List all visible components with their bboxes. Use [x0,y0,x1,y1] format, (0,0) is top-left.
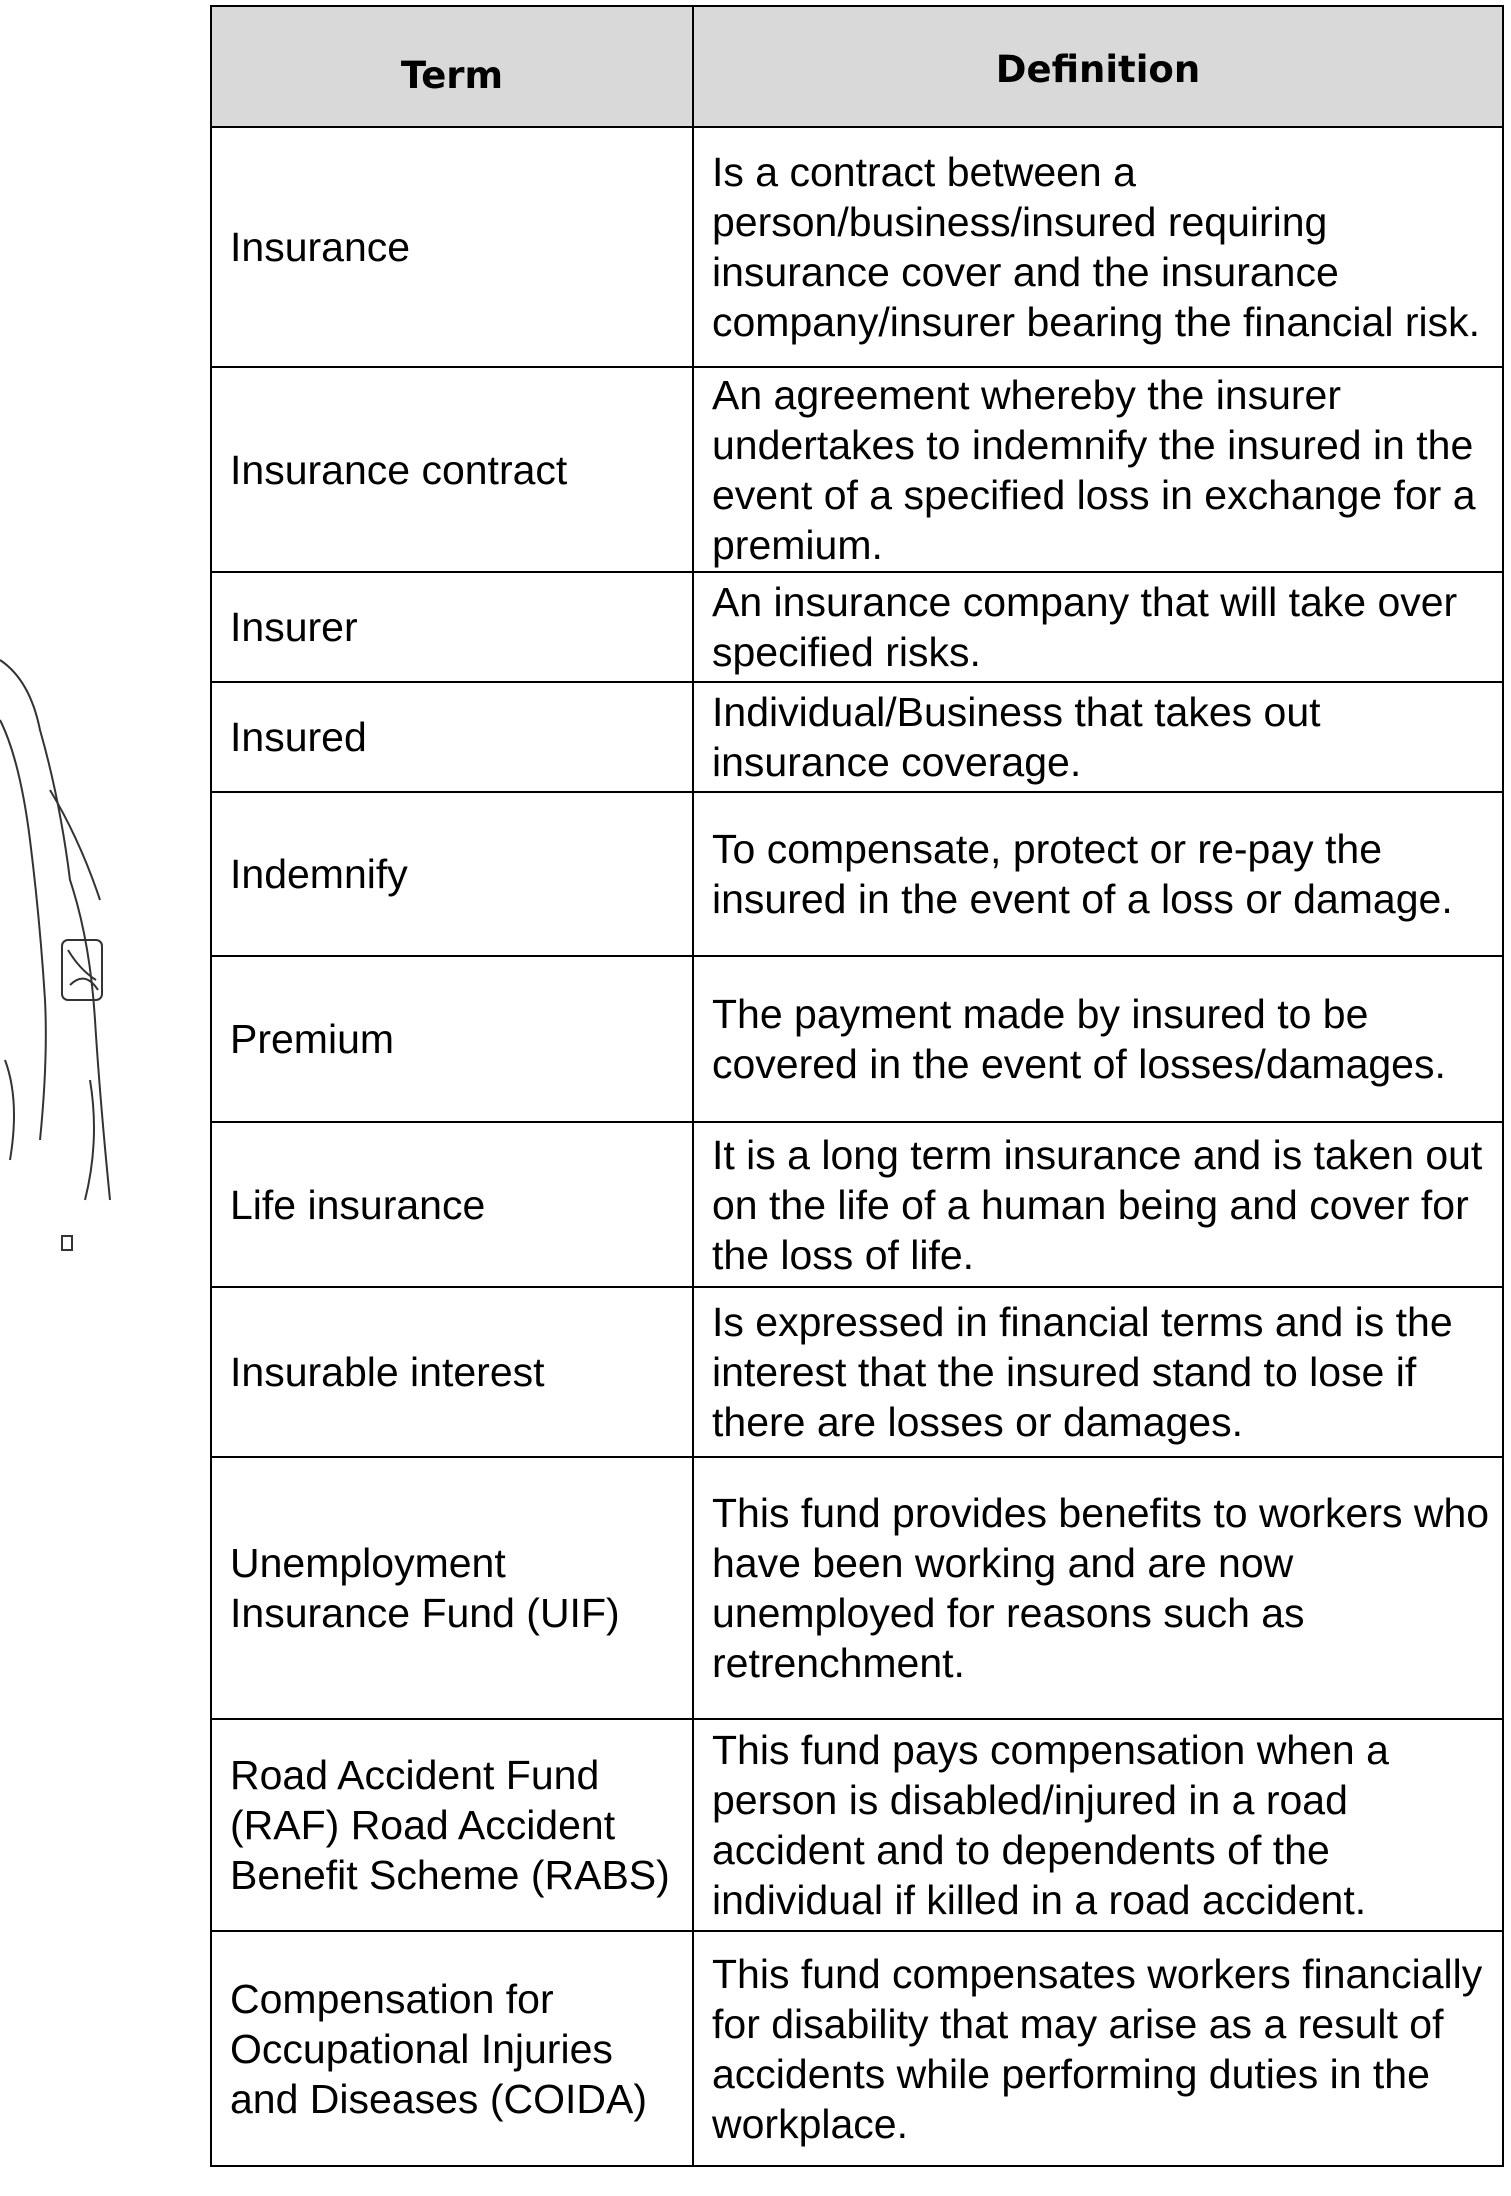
definition-cell: To compensate, protect or re-pay the insured in the event of a loss or damage. [693,792,1503,956]
term-cell: Road Accident Fund (RAF) Road Accident Benefit Scheme (RABS) [211,1719,693,1931]
definition-cell: Is a contract between a person/business/insured requiring insurance cover and the insurance company/insurer bearing the financial risk. [693,127,1503,367]
table-row [211,367,1503,572]
term-cell: Insurance contract [211,367,693,572]
term-cell: Premium [211,956,693,1122]
table-row [211,792,1503,956]
definitions-table [210,5,1504,2167]
table-row [211,572,1503,682]
table-row [211,127,1503,367]
term-cell: Compensation for Occupational Injuries and Diseases (COIDA) [211,1931,693,2166]
term-cell: Insurance [211,127,693,367]
header-term: Term [211,6,693,127]
table-row [211,1931,1503,2166]
header-definition: Definition [693,6,1503,127]
person-sketch-icon [0,640,120,1260]
table-row [211,682,1503,792]
table-row [211,956,1503,1122]
definition-cell: This fund pays compensation when a person is disabled/injured in a road accident and to dependents of the individual if killed in a road accident. [693,1719,1503,1931]
table-header-row [211,6,1503,127]
term-cell: Insured [211,682,693,792]
term-cell: Insurer [211,572,693,682]
term-cell: Life insurance [211,1122,693,1287]
definition-cell: An agreement whereby the insurer undertakes to indemnify the insured in the event of a specified loss in exchange for a premium. [693,367,1503,572]
table-row [211,1457,1503,1719]
definition-cell: The payment made by insured to be covered in the event of losses/damages. [693,956,1503,1122]
definition-cell: This fund provides benefits to workers who have been working and are now unemployed for reasons such as retrenchment. [693,1457,1503,1719]
term-cell: Indemnify [211,792,693,956]
term-cell: Insurable interest [211,1287,693,1457]
term-cell: Unemployment Insurance Fund (UIF) [211,1457,693,1719]
definition-cell: Is expressed in financial terms and is the interest that the insured stand to lose if there are losses or damages. [693,1287,1503,1457]
table-row [211,1122,1503,1287]
table-row [211,1719,1503,1931]
table-row [211,1287,1503,1457]
definition-cell: It is a long term insurance and is taken out on the life of a human being and cover for the loss of life. [693,1122,1503,1287]
definition-cell: An insurance company that will take over specified risks. [693,572,1503,682]
definition-cell: Individual/Business that takes out insurance coverage. [693,682,1503,792]
definition-cell: This fund compensates workers financially for disability that may arise as a result of accidents while performing duties in the workplace. [693,1931,1503,2166]
